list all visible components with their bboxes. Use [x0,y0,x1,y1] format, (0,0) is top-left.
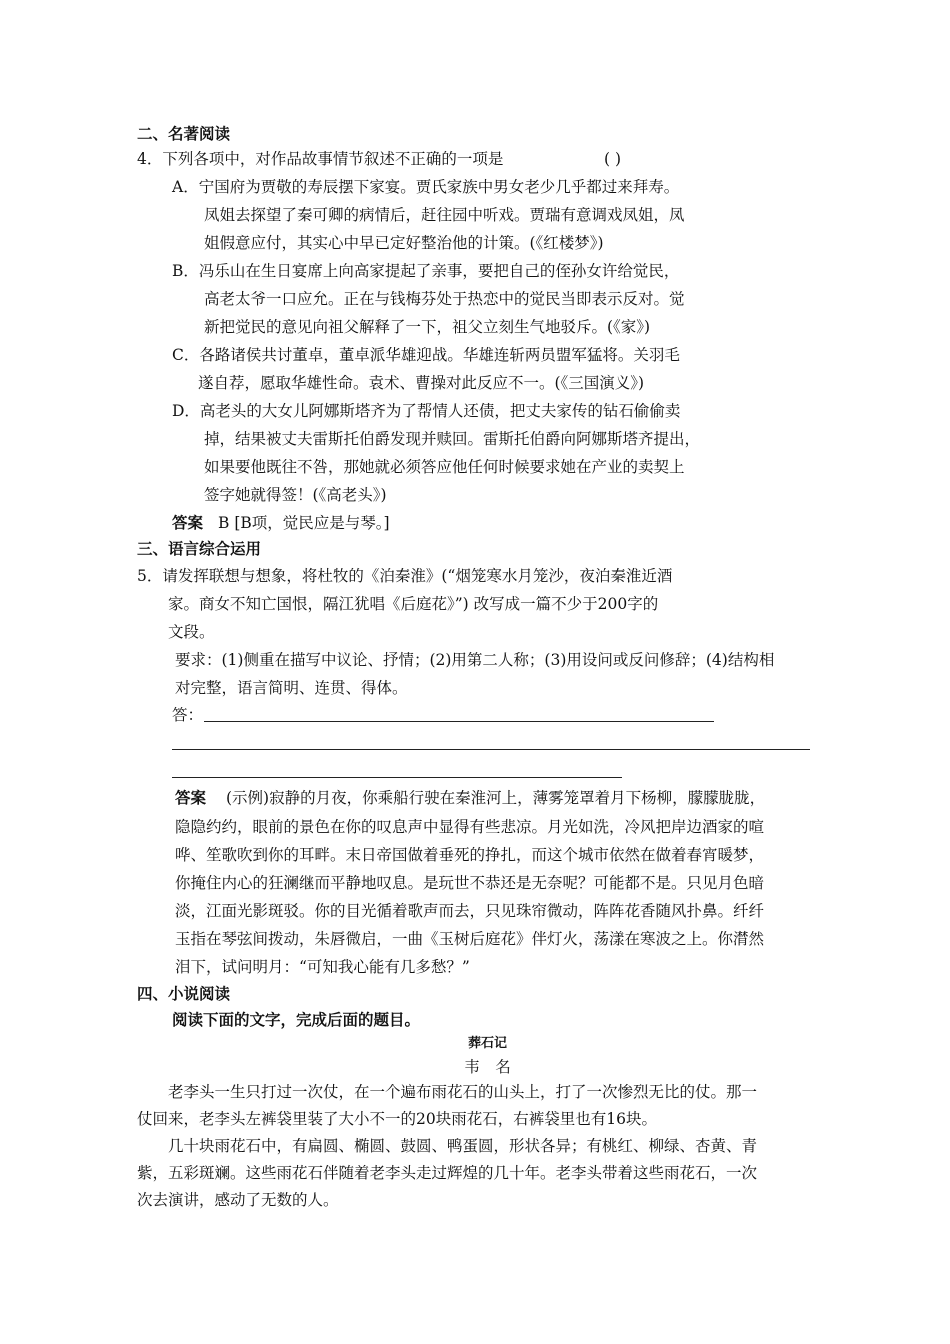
answer-blank-line-2 [172,749,810,750]
requirement-line-2: 对完整，语言简明、连贯、得体。 [175,679,408,697]
option-d-line-4: 签字她就得签！(《高老头》) [204,486,387,504]
story-paragraph-1-line-1: 老李头一生只打过一次仗，在一个遍布雨花石的山头上，打了一次惨烈无比的仗。那一 [168,1083,758,1101]
section-heading-2: 二、名著阅读 [137,124,231,143]
option-d-line-2: 掉，结果被丈夫雷斯托伯爵发现并赎回。雷斯托伯爵向阿娜斯塔齐提出， [204,430,701,448]
requirement-line-1: 要求：(1)侧重在描写中议论、抒情；(2)用第二人称；(3)用设问或反问修辞；(4)结构相 [175,651,775,669]
answer-label-q4: 答案 [172,513,204,532]
section-heading-4: 四、小说阅读 [137,984,231,1003]
answer-q5-line-3: 哗、笙歌吹到你的耳畔。末日帝国做着垂死的挣扎，而这个城市依然在做着春宵暖梦， [175,846,765,864]
option-a-line-1: A．宁国府为贾敬的寿辰摆下家宴。贾氏家族中男女老少几乎都过来拜寿。 [172,178,680,196]
option-d-line-1: D．高老头的大女儿阿娜斯塔齐为了帮情人还债，把丈夫家传的钻石偷偷卖 [172,402,681,420]
story-author: 韦 名 [464,1058,511,1076]
question-4-answer-paren: ( ) [604,150,622,168]
option-b-line-2: 高老太爷一口应允。正在与钱梅芬处于热恋中的觉民当即表示反对。觉 [204,290,685,308]
story-title: 葬石记 [467,1036,507,1051]
answer-blank-line-3 [172,777,622,778]
option-c-line-2: 遂自荐，愿取华雄性命。袁术、曹操对此反应不一。(《三国演义》) [198,374,645,392]
story-paragraph-2-line-2: 紫，五彩斑斓。这些雨花石伴随着老李头走过辉煌的几十年。老李头带着这些雨花石，一次 [137,1164,758,1182]
answer-q5-line-5: 淡，江面光影斑驳。你的目光循着歌声而去，只见珠帘微动，阵阵花香随风扑鼻。纤纤 [175,902,765,920]
answer-q5-line-7: 泪下，试问明月：“可知我心能有几多愁？” [175,958,470,976]
question-5-line-2: 家。商女不知亡国恨，隔江犹唱《后庭花》”) 改写成一篇不少于200字的 [168,595,659,613]
option-c-line-1: C．各路诸侯共讨董卓，董卓派华雄迎战。华雄连斩两员盟军猛将。关羽毛 [172,346,680,364]
answer-q5-line-6: 玉指在琴弦间拨动，朱唇微启，一曲《玉树后庭花》伴灯火，荡漾在寒波之上。你潸然 [175,930,765,948]
option-a-line-2: 凤姐去探望了秦可卿的病情后，赶往园中听戏。贾瑞有意调戏凤姐，凤 [204,206,685,224]
question-4-stem: 4．下列各项中，对作品故事情节叙述不正确的一项是 [137,150,504,168]
story-paragraph-2-line-1: 几十块雨花石中，有扁圆、椭圆、鼓圆、鸭蛋圆，形状各异；有桃红、柳绿、杏黄、青 [168,1137,758,1155]
question-5-line-1: 5．请发挥联想与想象，将杜牧的《泊秦淮》(“烟笼寒水月笼沙，夜泊秦淮近酒 [137,567,673,585]
option-d-line-3: 如果要他既往不咎，那她就必须答应他任何时候要求她在产业的卖契上 [204,458,685,476]
question-5-line-3: 文段。 [168,623,215,641]
answer-text-q4: B [B项，觉民应是与琴。] [218,514,390,532]
option-b-line-1: B．冯乐山在生日宴席上向高家提起了亲事，要把自己的侄孙女许给觉民， [172,262,680,280]
section-heading-3: 三、语言综合运用 [137,539,262,558]
answer-prompt: 答： [172,706,204,724]
answer-q5-line-2: 隐隐约约，眼前的景色在你的叹息声中显得有些悲凉。月光如洗，冷风把岸边酒家的喧 [175,818,765,836]
answer-blank-line-1 [204,721,714,722]
story-paragraph-1-line-2: 仗回来，老李头左裤袋里装了大小不一的20块雨花石，右裤袋里也有16块。 [137,1110,657,1128]
option-b-line-3: 新把觉民的意见向祖父解释了一下，祖父立刻生气地驳斥。(《家》) [204,318,651,336]
reading-instruction: 阅读下面的文字，完成后面的题目。 [172,1010,421,1029]
answer-q5-line-1: (示例)寂静的月夜，你乘船行驶在秦淮河上，薄雾笼罩着月下杨柳，朦朦胧胧， [226,789,766,807]
answer-q5-line-4: 你掩住内心的狂澜继而平静地叹息。是玩世不恭还是无奈呢？可能都不是。只见月色暗 [175,874,765,892]
option-a-line-3: 姐假意应付，其实心中早已定好整治他的计策。(《红楼梦》) [204,234,604,252]
story-paragraph-2-line-3: 次去演讲，感动了无数的人。 [137,1191,339,1209]
answer-label-q5: 答案 [175,788,207,807]
